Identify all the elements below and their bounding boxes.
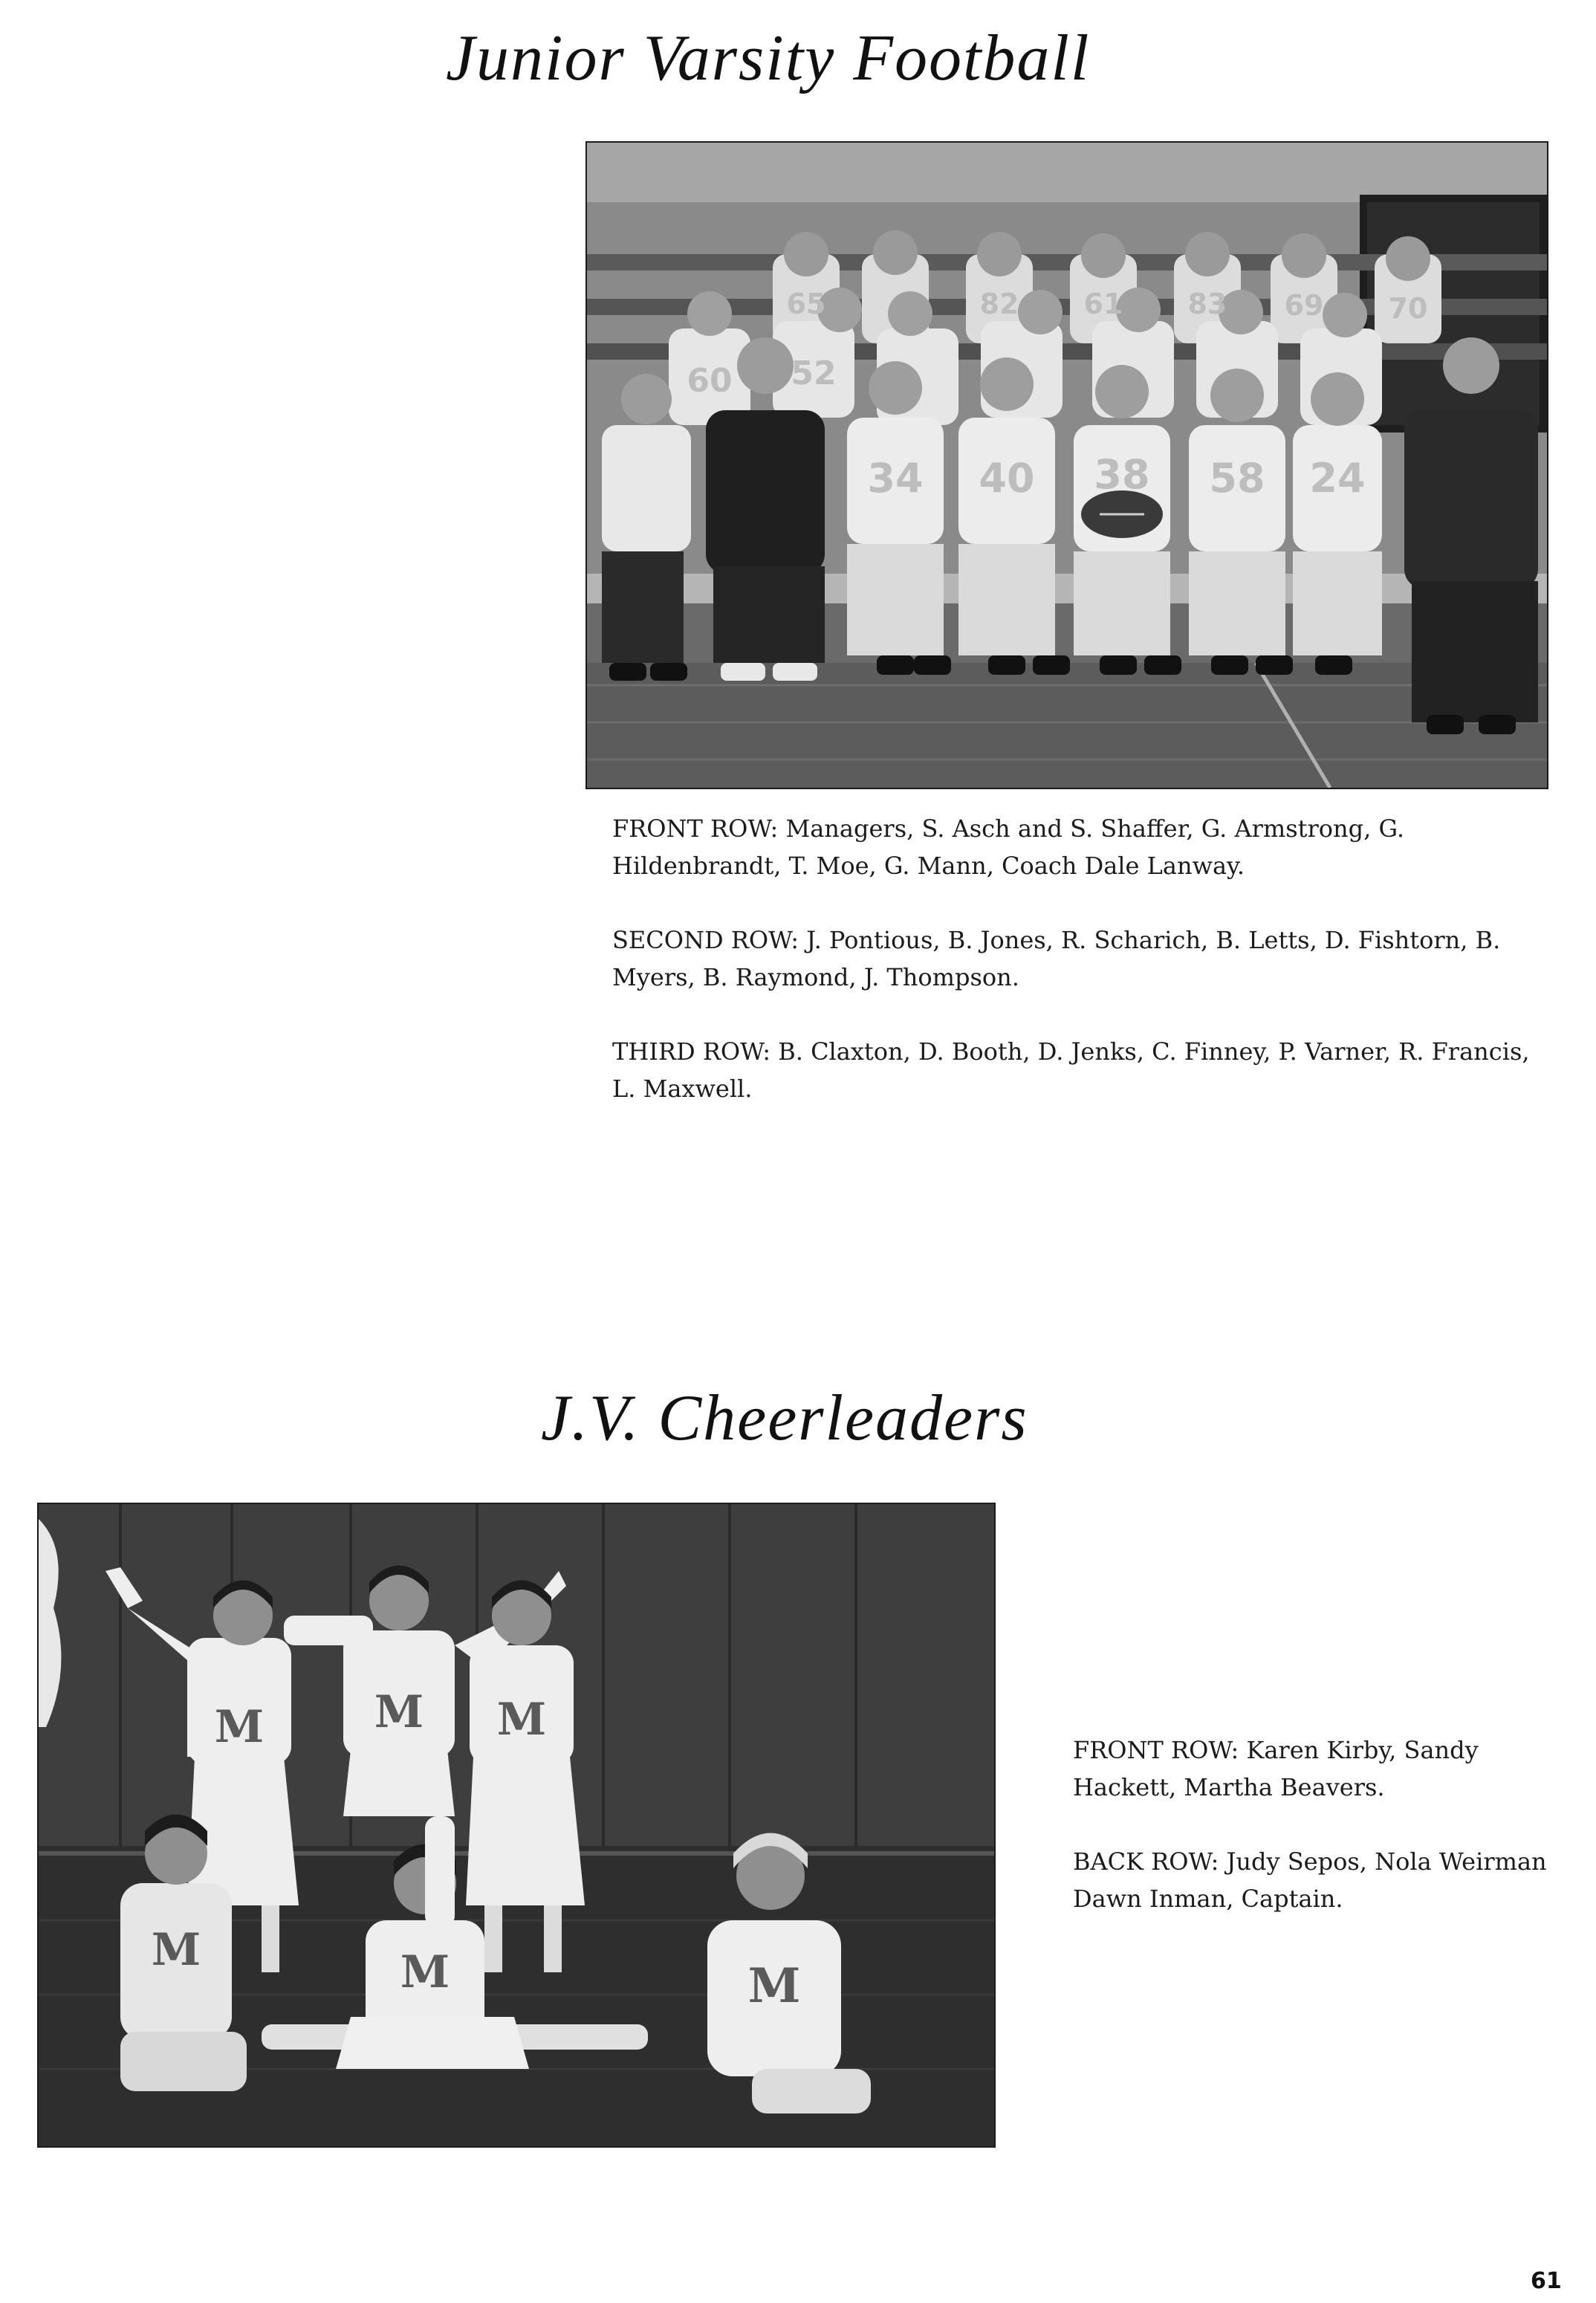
jersey-number: 38 [1094,451,1150,498]
football-section-title: Junior Varsity Football [446,22,1091,94]
football-third-row-caption: THIRD ROW: B. Claxton, D. Booth, D. Jenks, C. Finney, P. Varner, R. Francis, L. Maxwell. [612,1037,1530,1103]
jersey-number: 70 [1388,292,1428,325]
jersey-number: 58 [1209,455,1265,502]
jersey-number: 82 [979,288,1019,320]
jersey-number: 65 [786,288,826,320]
jersey-number: 60 [687,362,733,400]
football-second-row-caption: SECOND ROW: J. Pontious, B. Jones, R. Scharich, B. Letts, D. Fishtorn, B. Myers, B. Raymond, J. Thompson. [612,926,1501,991]
jersey-number: 40 [979,455,1035,502]
sweater-letter: M [214,1701,265,1753]
sweater-letter: M [400,1946,450,1998]
sweater-letter: M [374,1686,424,1738]
cheerleaders-section-title: J.V. Cheerleaders [541,1382,1028,1454]
jersey-number: 69 [1284,289,1324,322]
sweater-letter: M [496,1694,547,1746]
cheerleaders-front-row-caption: FRONT ROW: Karen Kirby, Sandy Hackett, Martha Beavers. [1073,1736,1479,1801]
jersey-number: 83 [1187,288,1227,320]
jersey-number: 52 [791,354,837,392]
jersey-number: 61 [1083,288,1123,320]
jersey-number: 34 [867,455,924,502]
sweater-letter: M [151,1924,201,1976]
cheerleaders-back-row-caption: BACK ROW: Judy Sepos, Nola Weirman Dawn Inman, Captain. [1073,1847,1547,1913]
jv-football-team-photo [585,141,1548,789]
jv-cheerleaders-photo [37,1503,996,2148]
sweater-letter: M [747,1958,801,2014]
football-front-row-caption: FRONT ROW: Managers, S. Asch and S. Shaffer, G. Armstrong, G. Hildenbrandt, T. Moe, G. Mann, Coach Dale Lanway. [612,814,1405,880]
jersey-number: 24 [1309,455,1366,502]
page-number: 61 [1531,2268,1562,2294]
